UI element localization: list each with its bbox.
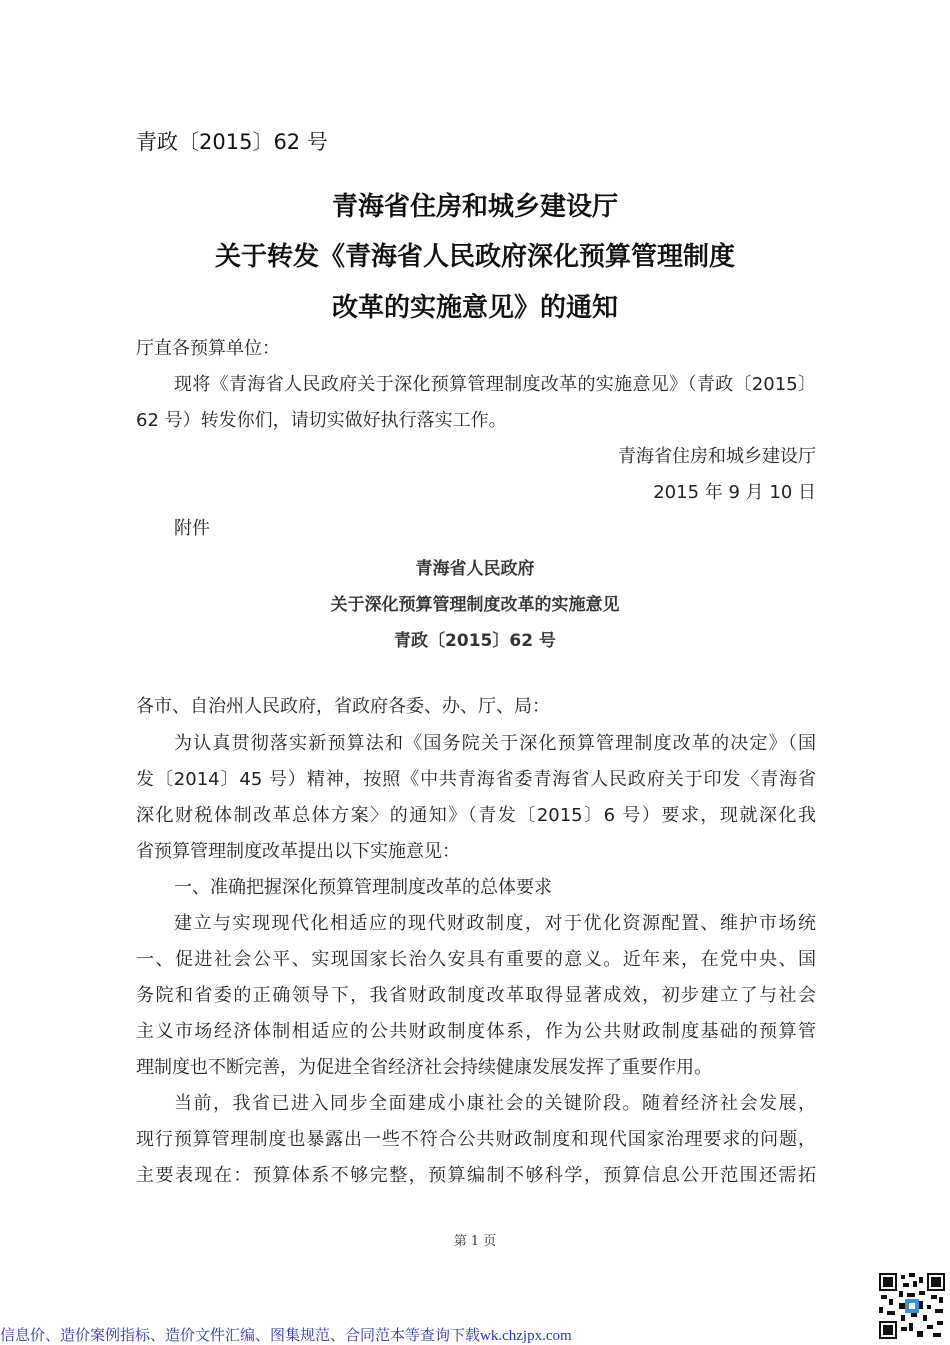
paragraph3-line-2: 现行预算管理制度也暴露出一些不符合公共财政制度和现代国家治理要求的问题， [136,1129,816,1150]
paragraph2-line-1: 建立与实现现代化相适应的现代财政制度，对于优化资源配置、维护市场统 [174,913,816,934]
paragraph1-line-3: 深化财税体制改革总体方案〉的通知》（青发〔2015〕6 号）要求，现就深化我 [136,805,816,826]
main-title-line-2: 关于转发《青海省人民政府深化预算管理制度 [214,242,735,272]
paragraph1-line-1: 为认真贯彻落实新预算法和《国务院关于深化预算管理制度改革的决定》（国 [174,733,816,754]
footer-site-link[interactable]: 信息价、造价案例指标、造价文件汇编、图集规范、合同范本等查询下载wk.chzjpx.com [0,1328,572,1344]
attachment-label: 附件 [174,518,210,539]
paragraph2-line-4: 主义市场经济体制相适应的公共财政制度体系，作为公共财政制度基础的预算管 [136,1021,816,1042]
paragraph1-line-2: 发〔2014〕45 号）精神，按照《中共青海省委青海省人民政府关于印发〈青海省 [136,769,816,790]
notice-issuer: 青海省住房和城乡建设厅 [618,446,816,467]
section-1-heading: 一、准确把握深化预算管理制度改革的总体要求 [174,877,552,898]
document-number: 青政〔2015〕62 号 [136,130,328,154]
attachment-recipient: 各市、自治州人民政府，省政府各委、办、厅、局： [136,696,550,717]
attachment-title-line-3: 青政〔2015〕62 号 [394,631,556,651]
page-number: 第 1 页 [453,1234,497,1249]
paragraph1-line-4: 省预算管理制度改革提出以下实施意见： [136,841,460,862]
paragraph2-line-5: 理制度也不断完善，为促进全省经济社会持续健康发展发挥了重要作用。 [136,1057,712,1078]
paragraph3-line-3: 主要表现在：预算体系不够完整，预算编制不够科学，预算信息公开范围还需拓 [136,1165,816,1186]
paragraph2-line-2: 一、促进社会公平、实现国家长治久安具有重要的意义。近年来，在党中央、国 [136,949,816,970]
main-title-line-1: 青海省住房和城乡建设厅 [331,192,618,222]
qr-code-icon [879,1273,945,1339]
main-title-line-3: 改革的实施意见》的通知 [331,293,618,323]
notice-date: 2015 年 9 月 10 日 [653,482,816,503]
paragraph2-line-3: 务院和省委的正确领导下，我省财政制度改革取得显著成效，初步建立了与社会 [136,985,816,1006]
paragraph3-line-1: 当前，我省已进入同步全面建成小康社会的关键阶段。随着经济社会发展， [174,1093,816,1114]
attachment-title-line-1: 青海省人民政府 [415,559,535,579]
notice-recipient: 厅直各预算单位： [136,338,280,359]
notice-body-line-2: 62 号）转发你们，请切实做好执行落实工作。 [136,410,507,431]
notice-body-line-1: 现将《青海省人民政府关于深化预算管理制度改革的实施意见》（青政〔2015〕 [174,374,816,395]
attachment-title-line-2: 关于深化预算管理制度改革的实施意见 [330,595,620,615]
